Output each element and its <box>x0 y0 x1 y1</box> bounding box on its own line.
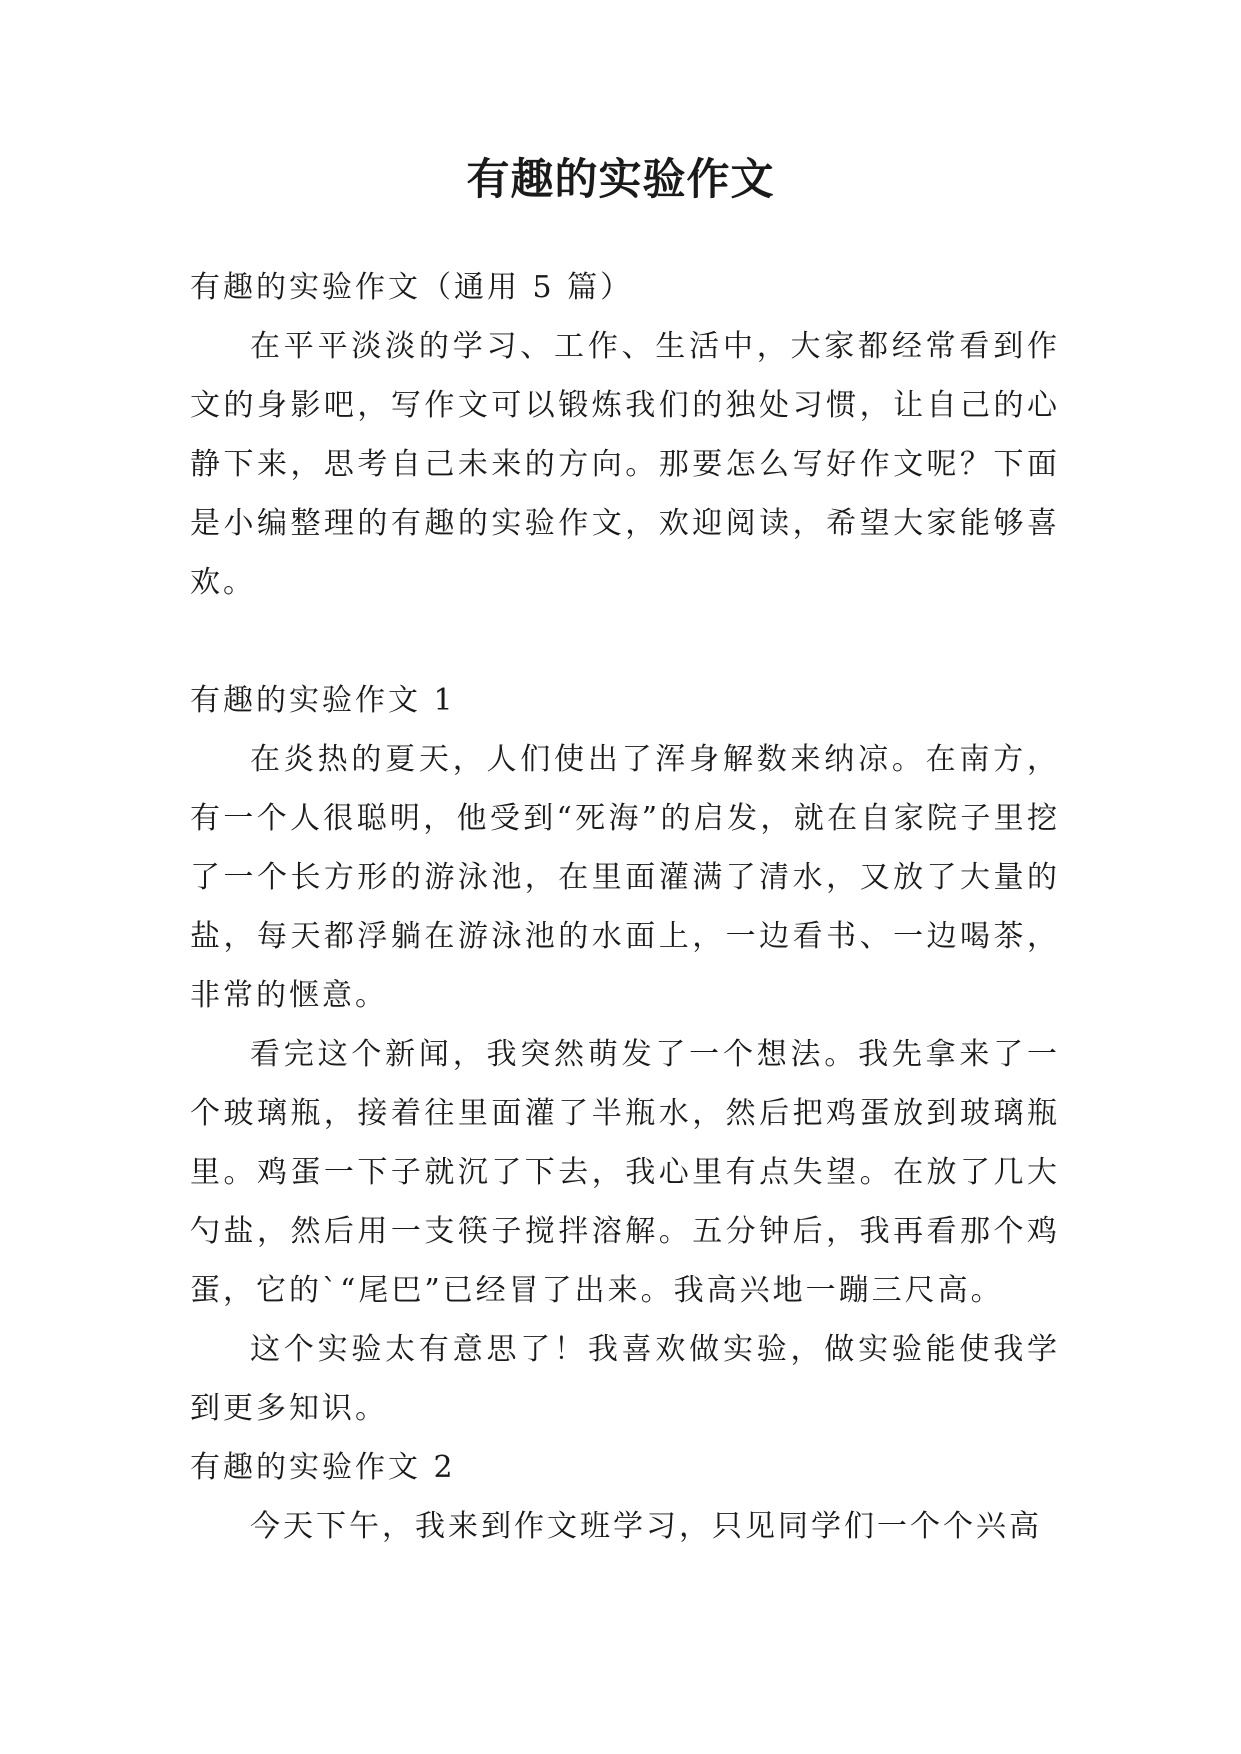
essay-1-heading: 有趣的实验作文 1 <box>190 683 456 718</box>
essay-2-heading: 有趣的实验作文 2 <box>190 1450 456 1485</box>
essay-2-paragraph-1: 今天下午，我来到作文班学习，只见同学们一个个兴高 <box>250 1509 1042 1544</box>
document-body <box>190 258 1060 1556</box>
essay-1-paragraph-1: 在炎热的夏天，人们使出了浑身解数来纳凉。在南方，有一个人很聪明，他受到“死海”的启发，就在自家院子里挖了一个长方形的游泳池，在里面灌满了清水，又放了大量的盐，每天都浮躺在游泳池的水面上，一边看书、一边喝茶，非常的惬意。 <box>190 742 1060 1013</box>
document-title: 有趣的实验作文 <box>466 155 775 205</box>
essay-1-paragraph-2: 看完这个新闻，我突然萌发了一个想法。我先拿来了一个玻璃瓶，接着往里面灌了半瓶水，然后把鸡蛋放到玻璃瓶里。鸡蛋一下子就沉了下去，我心里有点失望。在放了几大勺盐，然后用一支筷子搅拌溶解。五分钟后，我再看那个鸡蛋，它的`“尾巴”已经冒了出来。我高兴地一蹦三尺高。 <box>190 1037 1060 1308</box>
essay-1-paragraph-3: 这个实验太有意思了！我喜欢做实验，做实验能使我学到更多知识。 <box>190 1332 1060 1426</box>
intro-heading: 有趣的实验作文（通用 5 篇） <box>190 270 634 305</box>
section-spacer <box>190 612 1060 671</box>
intro-paragraph: 在平平淡淡的学习、工作、生活中，大家都经常看到作文的身影吧，写作文可以锻炼我们的独处习惯，让自己的心静下来，思考自己未来的方向。那要怎么写好作文呢？下面是小编整理的有趣的实验作文，欢迎阅读，希望大家能够喜欢。 <box>190 329 1060 600</box>
